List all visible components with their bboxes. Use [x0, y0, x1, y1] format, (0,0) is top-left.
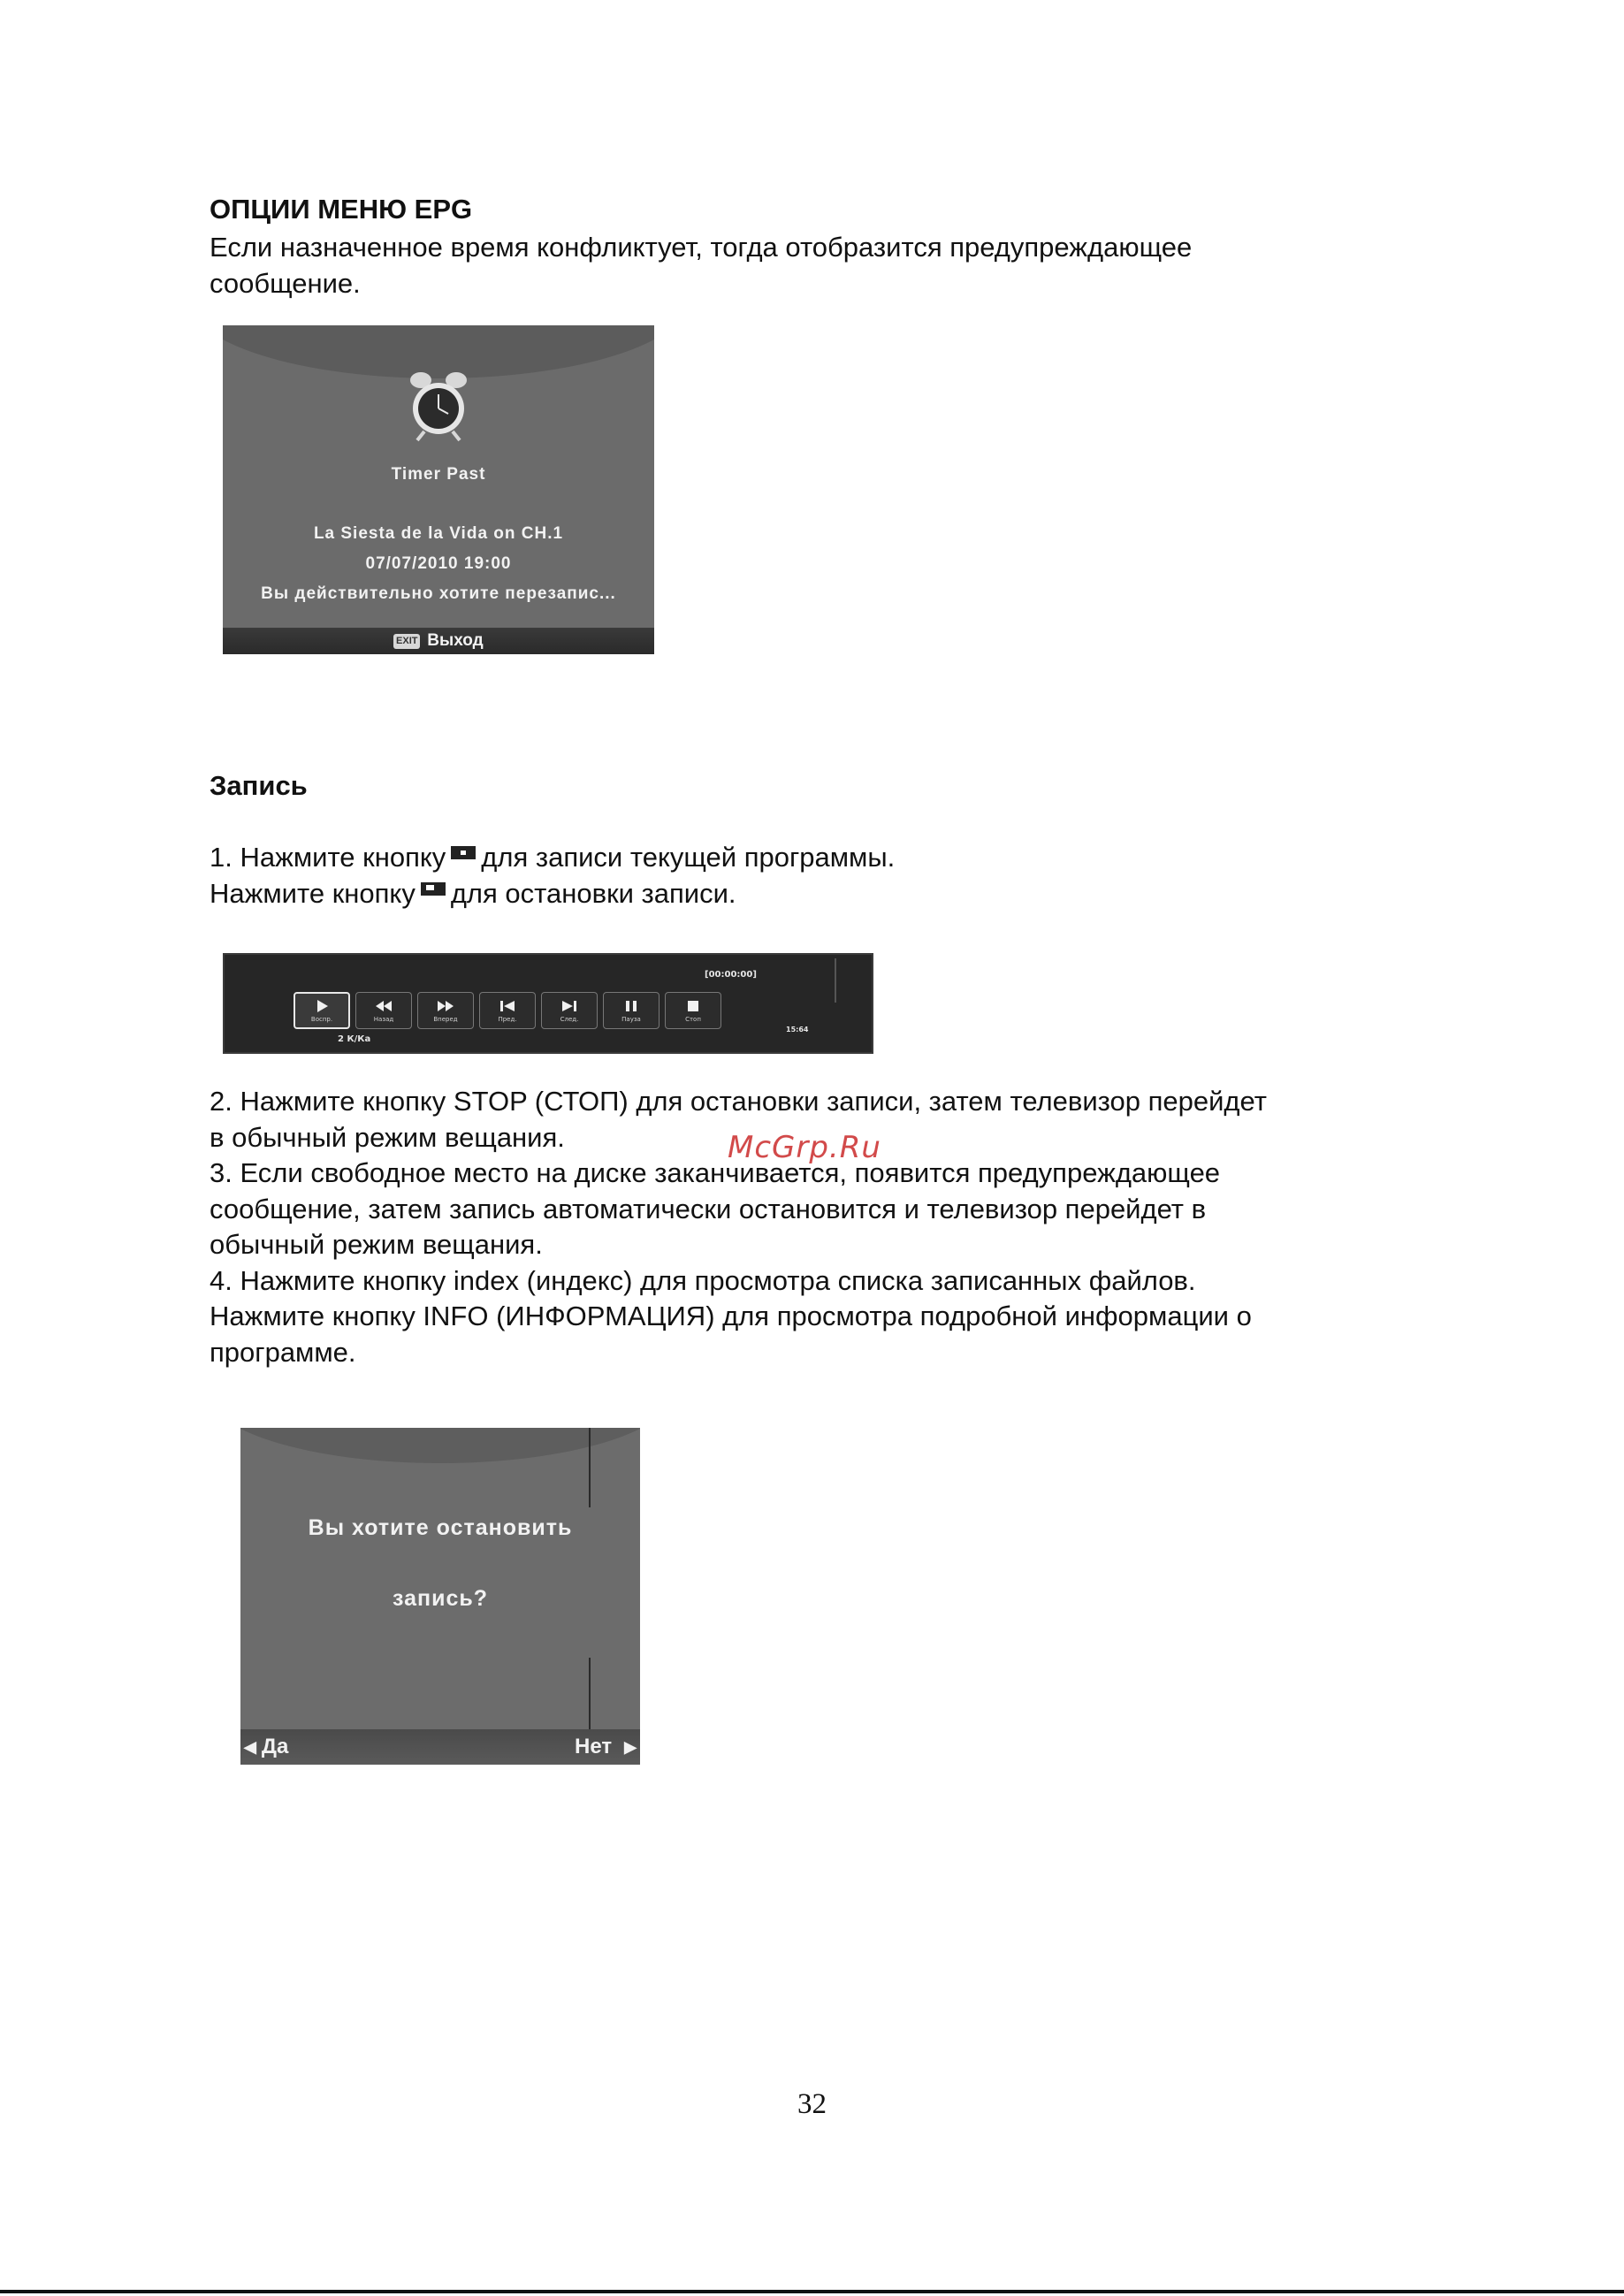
paragraph-line: 3. Если свободное место на диске заканчивается, появится предупреждающее — [210, 1157, 1221, 1188]
paragraph-line: Нажмите кнопку INFO (ИНФОРМАЦИЯ) для просмотра подробной информации о — [210, 1301, 1252, 1331]
paragraph-line: сообщение, затем запись автоматически остановится и телевизор перейдет в — [210, 1194, 1207, 1224]
paragraph-line: 4. Нажмите кнопку index (индекс) для просмотра списка записанных файлов. — [210, 1265, 1196, 1296]
paragraph-line: сообщение. — [210, 268, 361, 299]
rewind-icon — [374, 999, 393, 1013]
left-arrow-icon: ◀ — [244, 1737, 256, 1756]
page-bottom-rule — [0, 2290, 1624, 2293]
button-label: Воспр. — [310, 1015, 333, 1023]
paragraph-line: обычный режим вещания. — [210, 1229, 543, 1260]
playback-control-bar — [223, 953, 873, 1054]
rewind-button[interactable] — [355, 992, 412, 1029]
dialog-question-line2: запись? — [392, 1586, 488, 1611]
stop-record-button-icon — [421, 882, 446, 896]
step-text: Нажмите кнопку — [210, 878, 416, 909]
step1-line-a — [210, 839, 895, 875]
play-icon — [312, 999, 332, 1013]
playback-time: [00:00:00] — [705, 970, 757, 980]
fast-forward-button[interactable] — [417, 992, 474, 1029]
dialog-question: Вы действительно хотите перезапис... — [261, 584, 616, 603]
speed-indicator: 2 К/Ка — [338, 1034, 371, 1044]
page-number: 32 — [797, 2088, 827, 2120]
step-text: 1. Нажмите кнопку — [210, 842, 446, 873]
no-button[interactable] — [575, 1735, 637, 1759]
button-label: Пред. — [498, 1015, 517, 1023]
pause-button[interactable] — [603, 992, 660, 1029]
stop-icon — [683, 999, 703, 1013]
record-button-icon — [451, 846, 476, 859]
play-button[interactable] — [294, 992, 350, 1029]
button-label: Стоп — [685, 1015, 701, 1023]
paragraph-line: программе. — [210, 1337, 356, 1368]
dialog-footer — [240, 1729, 640, 1765]
stop-button[interactable] — [665, 992, 721, 1029]
dialog-datetime: 07/07/2010 19:00 — [365, 554, 512, 573]
yes-button[interactable] — [244, 1735, 288, 1759]
dialog-title: Timer Past — [391, 465, 486, 484]
step-text: для остановки записи. — [450, 878, 736, 909]
button-label: След. — [560, 1015, 579, 1023]
section-heading-record: Запись — [210, 770, 308, 801]
section-heading-epg: ОПЦИИ МЕНЮ EPG — [210, 194, 473, 225]
exit-label[interactable]: Выход — [427, 631, 484, 650]
pause-icon — [621, 999, 641, 1013]
yes-label: Да — [261, 1735, 289, 1758]
skip-next-icon — [560, 999, 579, 1013]
previous-button[interactable] — [479, 992, 536, 1029]
next-button[interactable] — [541, 992, 598, 1029]
timer-past-dialog — [223, 325, 654, 654]
stop-recording-dialog — [240, 1428, 640, 1765]
dialog-question-line1: Вы хотите остановить — [308, 1515, 573, 1540]
clock-readout: 15:64 — [786, 1026, 809, 1034]
right-arrow-icon: ▶ — [624, 1737, 637, 1756]
watermark: McGrp.Ru — [728, 1130, 881, 1165]
step-text: для записи текущей программы. — [481, 842, 896, 873]
button-label: Вперед — [433, 1015, 458, 1023]
button-label: Назад — [373, 1015, 394, 1023]
button-label: Пауза — [621, 1015, 641, 1023]
paragraph-line: Если назначенное время конфликтует, тогда отобразится предупреждающее — [210, 232, 1193, 263]
exit-key-icon[interactable]: EXIT — [393, 634, 420, 649]
paragraph-line: в обычный режим вещания. — [210, 1122, 565, 1153]
dialog-footer — [223, 628, 654, 654]
no-label: Нет — [575, 1735, 613, 1758]
dialog-program: La Siesta de la Vida on CH.1 — [313, 524, 564, 543]
step1-line-b — [210, 875, 736, 912]
paragraph-line: 2. Нажмите кнопку STOP (СТОП) для остановки записи, затем телевизор перейдет — [210, 1086, 1267, 1117]
fast-forward-icon — [436, 999, 455, 1013]
alarm-clock-icon — [405, 368, 472, 442]
skip-previous-icon — [498, 999, 517, 1013]
